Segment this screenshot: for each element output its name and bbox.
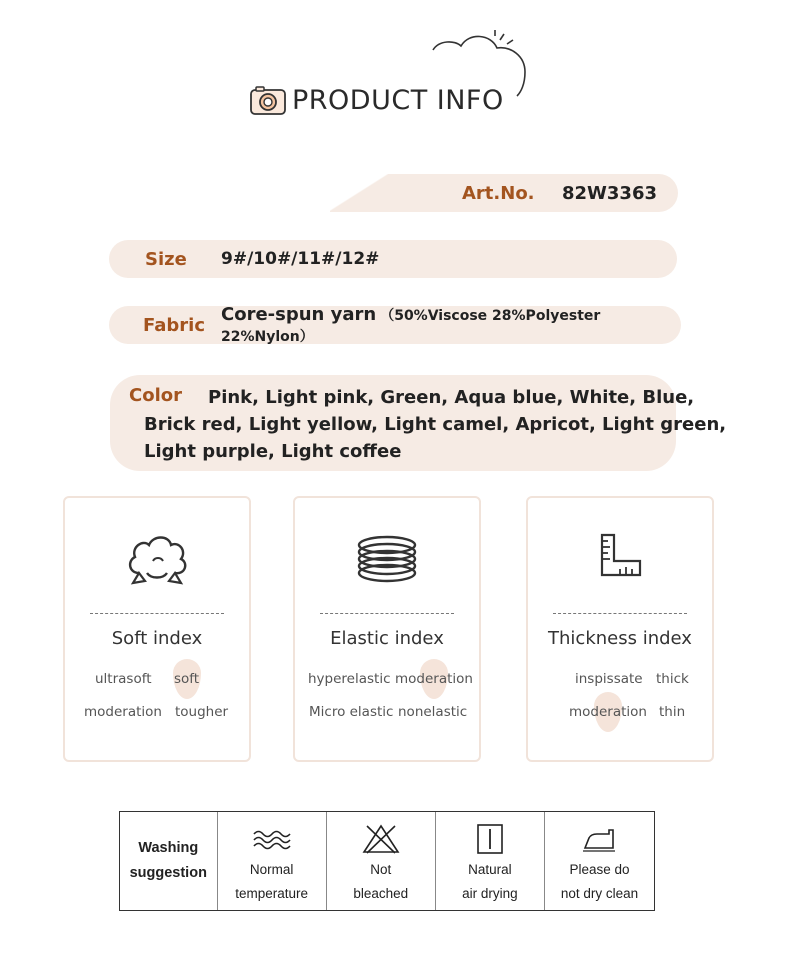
art-number-row bbox=[330, 174, 678, 212]
divider bbox=[90, 613, 224, 614]
soft-index-card bbox=[63, 496, 251, 762]
fabric-label: Fabric bbox=[143, 314, 205, 336]
index-option: moderation bbox=[84, 704, 162, 720]
elastic-index-card bbox=[293, 496, 481, 762]
washing-title: Washing bbox=[138, 840, 199, 856]
size-row bbox=[109, 240, 677, 278]
washing-cell bbox=[545, 812, 654, 910]
washing-text: Not bbox=[370, 862, 392, 877]
washing-cell bbox=[218, 812, 327, 910]
color-list-line: Pink, Light pink, Green, Aqua blue, White, Blue, bbox=[208, 387, 695, 408]
size-value: 9#/10#/11#/12# bbox=[221, 249, 380, 269]
fabric-row bbox=[109, 306, 681, 344]
thickness-index-card bbox=[526, 496, 714, 762]
index-option: ultrasoft bbox=[95, 671, 152, 687]
ruler-icon bbox=[598, 533, 642, 577]
header bbox=[0, 0, 790, 130]
divider bbox=[320, 613, 454, 614]
color-list-line: Brick red, Light yellow, Light camel, Apricot, Light green, bbox=[144, 414, 727, 435]
index-option-selected: moderation bbox=[569, 704, 647, 720]
fabric-material: Core-spun yarn bbox=[221, 304, 377, 325]
index-option: hyperelastic bbox=[308, 671, 391, 687]
fabric-value bbox=[221, 304, 681, 346]
color-label: Color bbox=[129, 385, 182, 406]
art-number-value: 82W3363 bbox=[562, 182, 658, 204]
index-option: nonelastic bbox=[398, 704, 468, 720]
washing-title: suggestion bbox=[129, 865, 207, 881]
index-option: inspissate bbox=[575, 671, 643, 687]
washing-text: Normal bbox=[249, 862, 294, 877]
no-bleach-icon bbox=[361, 824, 401, 854]
water-wave-icon bbox=[252, 824, 292, 854]
size-label: Size bbox=[145, 248, 187, 270]
camera-icon bbox=[250, 85, 286, 115]
art-number-label: Art.No. bbox=[462, 182, 535, 204]
washing-text: air drying bbox=[462, 886, 518, 901]
card-title: Soft index bbox=[111, 628, 203, 649]
coil-spring-icon bbox=[354, 533, 420, 583]
washing-text: Please do bbox=[569, 862, 630, 877]
index-option: thin bbox=[659, 704, 686, 720]
card-title: Elastic index bbox=[330, 628, 444, 649]
index-option: thick bbox=[656, 671, 689, 687]
divider bbox=[553, 613, 687, 614]
title-group bbox=[250, 83, 504, 117]
page-title: PRODUCT INFO bbox=[292, 84, 504, 116]
washing-title-cell bbox=[120, 812, 218, 910]
color-list-line: Light purple, Light coffee bbox=[144, 441, 402, 462]
washing-text: temperature bbox=[235, 886, 308, 901]
index-option: Micro elastic bbox=[309, 704, 394, 720]
washing-text: bleached bbox=[353, 886, 409, 901]
washing-cell bbox=[327, 812, 436, 910]
index-option-selected: moderation bbox=[395, 671, 473, 687]
washing-table bbox=[119, 811, 655, 911]
fabric-composition: （50%Viscose 28%Polyester 22%Nylon） bbox=[221, 308, 601, 345]
washing-text: Natural bbox=[468, 862, 512, 877]
washing-cell bbox=[436, 812, 545, 910]
card-title: Thickness index bbox=[548, 628, 692, 649]
line-dry-icon bbox=[470, 824, 510, 854]
index-option-selected: soft bbox=[174, 671, 200, 687]
index-option: tougher bbox=[175, 704, 229, 720]
no-dry-clean-iron-icon bbox=[579, 824, 619, 854]
cotton-icon bbox=[125, 533, 189, 591]
color-row bbox=[110, 375, 727, 471]
washing-text: not dry clean bbox=[560, 886, 639, 901]
